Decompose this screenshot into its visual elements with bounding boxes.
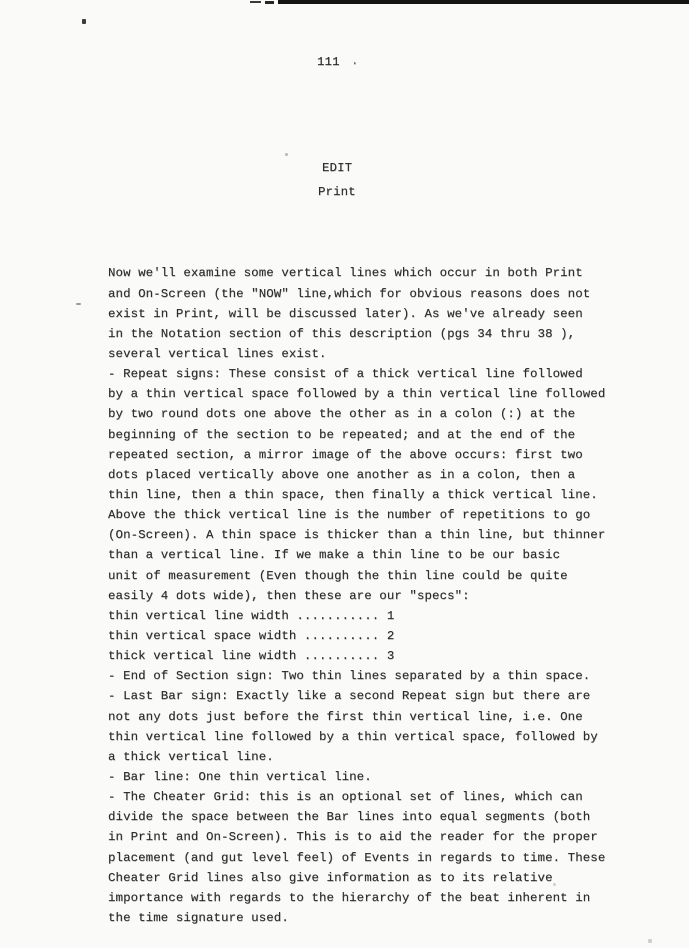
text-line: exist in Print, will be discussed later). As we've already seen: [108, 306, 583, 321]
text-line: - End of Section sign: Two thin lines separated by a thin space.: [108, 669, 591, 684]
text-line: by a thin vertical space followed by a thin vertical line followed: [108, 387, 606, 402]
scan-artifact-dash: [265, 1, 274, 4]
text-line: several vertical lines exist.: [108, 347, 327, 362]
body-text: [108, 203, 605, 928]
text-line: - Bar line: One thin vertical line.: [108, 769, 372, 784]
text-line: placement (and gut level feel) of Events in regards to time. These: [108, 850, 606, 865]
text-line: - The Cheater Grid: this is an optional set of lines, which can: [108, 790, 583, 805]
text-line: Now we'll examine some vertical lines which occur in both Print: [108, 266, 583, 281]
text-line: (On-Screen). A thin space is thicker than a thin line, but thinner: [108, 528, 606, 543]
text-line: thin vertical line width ........... 1: [108, 608, 395, 623]
text-line: than a vertical line. If we make a thin line to be our basic: [108, 548, 561, 563]
text-line: repeated section, a mirror image of the above occurs: first two: [108, 447, 583, 462]
ink-speck: [76, 303, 81, 305]
text-line: beginning of the section to be repeated; and at the end of the: [108, 427, 576, 442]
text-line: thick vertical line width .......... 3: [108, 649, 395, 664]
text-line: divide the space between the Bar lines into equal segments (both: [108, 810, 591, 825]
text-line: thin line, then a thin space, then finally a thick vertical line.: [108, 488, 598, 503]
text-line: dots placed vertically above one another as in a colon, then a: [108, 467, 576, 482]
scan-artifact-dash: [250, 1, 261, 3]
text-line: in Print and On-Screen). This is to aid the reader for the proper: [108, 830, 598, 845]
text-line: easily 4 dots wide), then these are our "specs":: [108, 588, 470, 603]
ink-speck: [285, 153, 288, 156]
text-line: importance with regards to the hierarchy of the beat inherent in: [108, 890, 591, 905]
stray-mark: .: [351, 54, 359, 68]
text-line: thin vertical space width .......... 2: [108, 629, 395, 643]
text-line: a thick vertical line.: [108, 749, 274, 764]
section-subheading: Print: [318, 185, 356, 199]
text-line: - Last Bar sign: Exactly like a second Repeat sign but there are: [108, 689, 591, 704]
text-line: - Repeat signs: These consist of a thick vertical line followed: [108, 367, 583, 382]
text-line: in the Notation section of this description (pgs 34 thru 38 ),: [108, 326, 576, 341]
section-heading: EDIT: [322, 161, 353, 175]
text-line: not any dots just before the first thin vertical line, i.e. One: [108, 709, 583, 724]
text-line: and On-Screen (the "NOW" line,which for obvious reasons does not: [108, 286, 591, 301]
text-line: by two round dots one above the other as in a colon (:) at the: [108, 407, 576, 422]
text-line: unit of measurement (Even though the thin line could be quite: [108, 568, 568, 583]
text-line: Above the thick vertical line is the number of repetitions to go: [108, 508, 591, 523]
text-line: thin vertical line followed by a thin vertical space, followed by: [108, 729, 598, 744]
text-line: Cheater Grid lines also give information as to its relative: [108, 870, 553, 885]
scan-artifact-top-strip: [278, 0, 689, 4]
ink-speck: [648, 939, 652, 943]
ink-speck: [82, 19, 86, 24]
text-line: the time signature used.: [108, 910, 289, 925]
page-number: 111: [317, 55, 340, 69]
